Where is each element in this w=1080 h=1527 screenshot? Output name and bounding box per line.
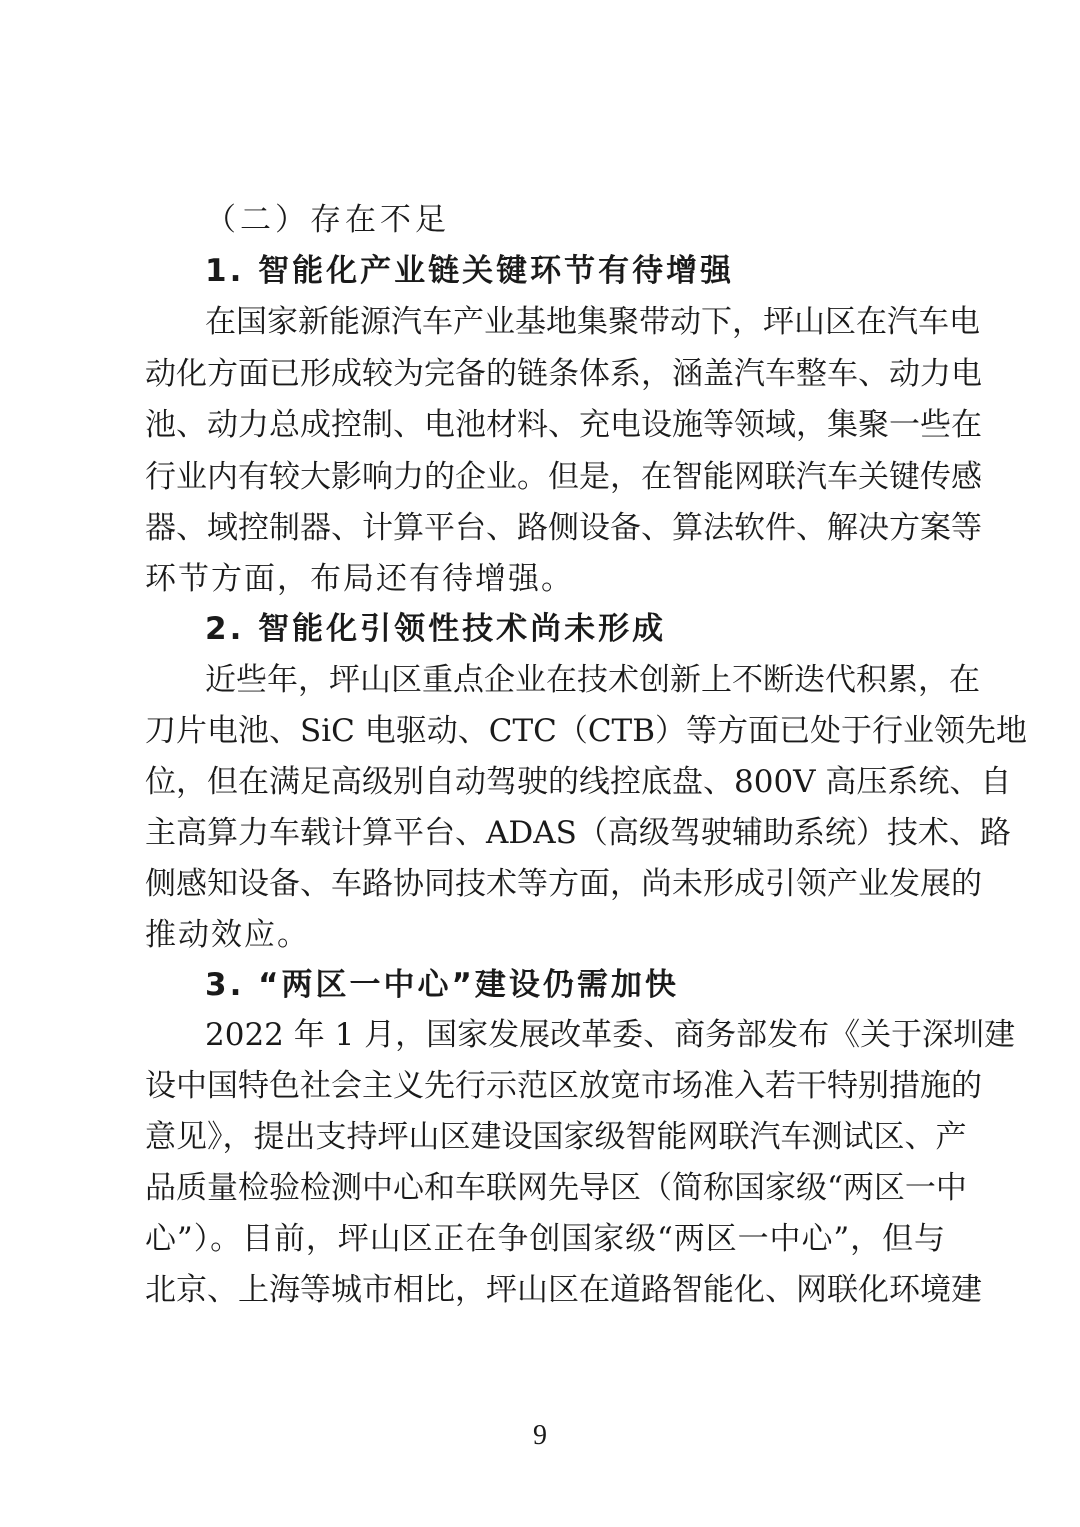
paragraph-2-line-4: 主高算力车载计算平台、ADAS（高级驾驶辅助系统）技术、路 [145, 815, 1011, 851]
paragraph-1-line-3: 池、动力总成控制、电池材料、充电设施等领域，集聚一些在 [145, 407, 982, 443]
paragraph-2-line-6: 推动效应。 [145, 917, 310, 953]
section-title: （二）存在不足 [205, 202, 450, 238]
paragraph-1-line-4: 行业内有较大影响力的企业。但是，在智能网联汽车关键传感 [145, 459, 982, 495]
heading-2: 2. 智能化引领性技术尚未形成 [205, 611, 667, 647]
paragraph-3-line-3: 意见》，提出支持坪山区建设国家级智能网联汽车测试区、产 [145, 1119, 967, 1155]
paragraph-1-line-5: 器、域控制器、计算平台、路侧设备、算法软件、解决方案等 [145, 510, 982, 546]
paragraph-2-line-5: 侧感知设备、车路协同技术等方面，尚未形成引领产业发展的 [145, 866, 982, 902]
paragraph-2-line-2: 刀片电池、SiC 电驱动、CTC（CTB）等方面已处于行业领先地 [145, 713, 1028, 749]
paragraph-3-line-6: 北京、上海等城市相比，坪山区在道路智能化、网联化环境建 [145, 1272, 982, 1308]
heading-3: 3. “两区一中心”建设仍需加快 [205, 967, 679, 1003]
paragraph-1-line-6: 环节方面，布局还有待增强。 [145, 561, 574, 597]
paragraph-3-line-2: 设中国特色社会主义先行示范区放宽市场准入若干特别措施的 [145, 1068, 982, 1104]
paragraph-3-line-4: 品质量检验检测中心和车联网先导区（简称国家级“两区一中 [145, 1170, 967, 1206]
paragraph-1-line-1: 在国家新能源汽车产业基地集聚带动下，坪山区在汽车电 [205, 304, 980, 340]
page-number: 9 [533, 1420, 547, 1451]
paragraph-3-line-1: 2022 年 1 月，国家发展改革委、商务部发布《关于深圳建 [205, 1017, 1016, 1053]
paragraph-1-line-2: 动化方面已形成较为完备的链条体系，涵盖汽车整车、动力电 [145, 356, 982, 392]
paragraph-2-line-1: 近些年，坪山区重点企业在技术创新上不断迭代积累，在 [205, 662, 980, 698]
paragraph-3-line-5: 心”）。目前，坪山区正在争创国家级“两区一中心”，但与 [145, 1221, 945, 1257]
paragraph-2-line-3: 位，但在满足高级别自动驾驶的线控底盘、800V 高压系统、自 [145, 764, 1012, 800]
heading-1: 1. 智能化产业链关键环节有待增强 [205, 253, 735, 289]
